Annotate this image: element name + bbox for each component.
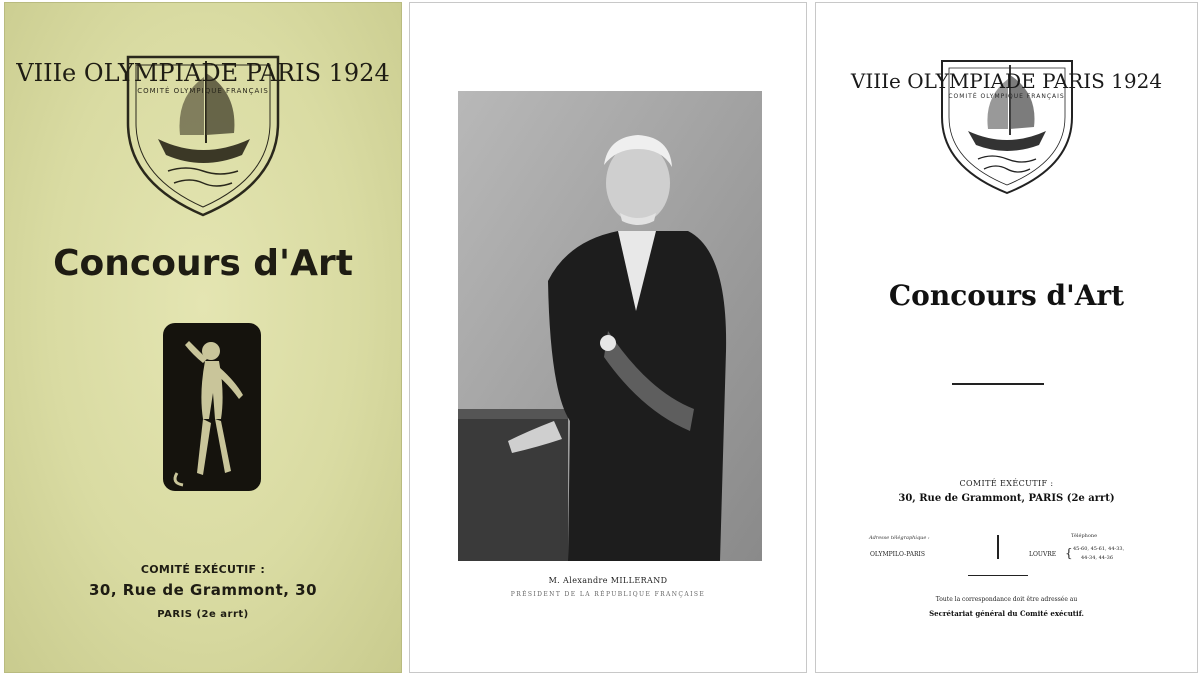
portrait-caption-name: M. Alexandre MILLERAND bbox=[548, 576, 668, 585]
title-page-heading: Concours d'Art bbox=[888, 279, 1125, 312]
telegraph-label: Adresse télégraphique : bbox=[869, 535, 930, 541]
executive-committee-label: COMITÉ EXÉCUTIF : bbox=[140, 563, 266, 576]
brace-glyph: { bbox=[1065, 546, 1073, 560]
committee-subtitle: COMITÉ OLYMPIQUE FRANÇAIS bbox=[137, 87, 269, 95]
program-cover-original bbox=[4, 2, 402, 673]
program-title-page bbox=[815, 2, 1198, 673]
committee-city: PARIS (2e arrt) bbox=[157, 609, 249, 620]
correspondence-recipient: Secrétariat général du Comité exécutif. bbox=[929, 609, 1084, 618]
column-divider bbox=[997, 535, 999, 559]
olympiad-title: VIIIe OLYMPIADE PARIS 1924 bbox=[16, 59, 390, 87]
telephone-exchange: LOUVRE bbox=[1029, 551, 1057, 558]
committee-address: 30, Rue de Grammont, 30 bbox=[88, 581, 318, 599]
olympiad-title: VIIIe OLYMPIADE PARIS 1924 bbox=[850, 69, 1163, 93]
telephone-label: Téléphone bbox=[1071, 533, 1098, 539]
portrait-caption-role: PRÉSIDENT DE LA RÉPUBLIQUE FRANÇAISE bbox=[510, 591, 706, 598]
president-portrait-photo bbox=[458, 91, 762, 561]
athlete-illustration bbox=[163, 323, 261, 491]
correspondence-note: Toute la correspondance doit être adressée au bbox=[935, 596, 1078, 603]
committee-address: 30, Rue de Grammont, PARIS (2e arrt) bbox=[898, 493, 1115, 504]
divider-rule bbox=[968, 575, 1028, 576]
committee-subtitle: COMITÉ OLYMPIQUE FRANÇAIS bbox=[948, 93, 1065, 100]
executive-committee-label: COMITÉ EXÉCUTIF : bbox=[959, 479, 1054, 488]
telephone-numbers-line-1: 45-60, 45-61, 44-33, bbox=[1073, 546, 1125, 552]
divider-rule bbox=[952, 383, 1044, 385]
cover-heading: Concours d'Art bbox=[53, 243, 353, 284]
telegraph-address: OLYMPILO-PARIS bbox=[870, 551, 925, 558]
portrait-page bbox=[409, 2, 807, 673]
telephone-numbers-line-2: 44-34, 44-36 bbox=[1081, 555, 1114, 561]
